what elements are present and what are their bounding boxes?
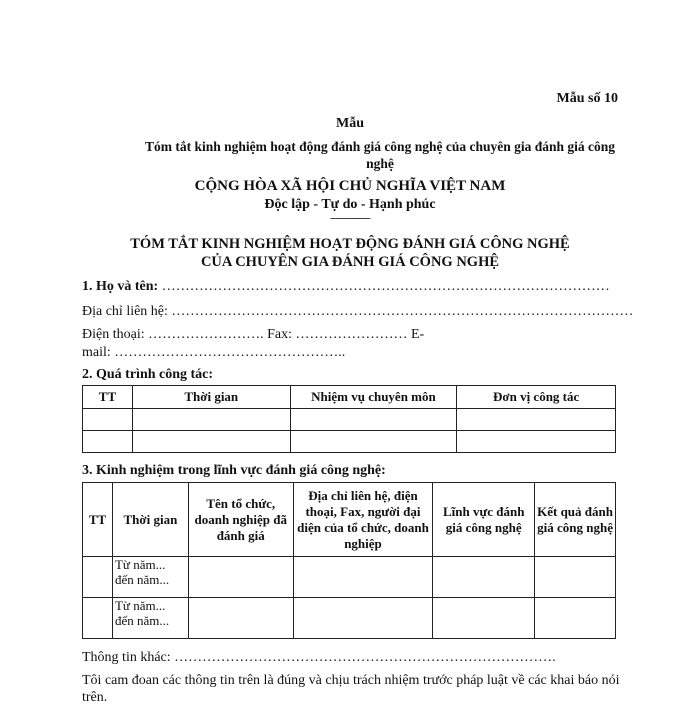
table-cell[interactable]: [132, 409, 290, 431]
column-header: Kết quả đánh giá công nghệ: [535, 483, 616, 557]
column-header: Địa chỉ liên hệ, điện thoại, Fax, người đại diện của tổ chức, doanh nghiệp: [293, 483, 433, 557]
table-cell[interactable]: [83, 557, 113, 598]
table-header-row: [83, 386, 616, 409]
work-history-table: [82, 385, 616, 453]
column-header: Nhiệm vụ chuyên môn: [290, 386, 457, 409]
country-name: CỘNG HÒA XÃ HỘI CHỦ NGHĨA VIỆT NAM: [194, 178, 506, 194]
column-header: Thời gian: [112, 483, 188, 557]
table-cell[interactable]: [535, 598, 616, 639]
table-cell[interactable]: Từ năm... đến năm...: [112, 598, 188, 639]
table-cell[interactable]: Từ năm... đến năm...: [112, 557, 188, 598]
section3-title: 3. Kinh nghiệm trong lĩnh vực đánh giá công nghệ:: [82, 463, 386, 478]
table-cell[interactable]: [293, 598, 433, 639]
column-header: Lĩnh vực đánh giá công nghệ: [433, 483, 535, 557]
column-header: TT: [83, 483, 113, 557]
table-cell[interactable]: [290, 409, 457, 431]
table-cell[interactable]: [188, 557, 293, 598]
national-motto: Độc lập - Tự do - Hạnh phúc: [264, 197, 436, 212]
table-cell[interactable]: [83, 431, 133, 453]
table-cell[interactable]: [535, 557, 616, 598]
column-header: Thời gian: [132, 386, 290, 409]
name-line: [82, 279, 610, 295]
column-header: Đơn vị công tác: [457, 386, 616, 409]
table-cell[interactable]: [457, 409, 616, 431]
assessment-experience-table: [82, 482, 616, 639]
commitment-statement: Tôi cam đoan các thông tin trên là đúng và chịu trách nhiệm trước pháp luật về các khai báo nói trên.: [82, 673, 620, 705]
table-cell[interactable]: [293, 557, 433, 598]
column-header: TT: [83, 386, 133, 409]
table-cell[interactable]: [83, 409, 133, 431]
table-row: [83, 598, 616, 639]
phone-fax-field[interactable]: Điện thoại: ……………………. Fax: …………………… E-: [82, 327, 425, 342]
form-subtitle: Tóm tắt kinh nghiệm hoạt động đánh giá công nghệ của chuyên gia đánh giá công nghệ: [145, 139, 615, 171]
table-row: [83, 557, 616, 598]
table-row: [83, 409, 616, 431]
table-cell[interactable]: [188, 598, 293, 639]
other-info-field[interactable]: Thông tin khác: ……………………………………………………………………….: [82, 650, 556, 665]
motto-rule: ---------------: [330, 212, 370, 224]
table-cell[interactable]: [457, 431, 616, 453]
table-row: [83, 431, 616, 453]
document-title-line2: CỦA CHUYÊN GIA ĐÁNH GIÁ CÔNG NGHỆ: [200, 254, 500, 270]
form-number: Mẫu số 10: [556, 91, 618, 106]
address-field[interactable]: Địa chỉ liên hệ: ………………………………………………………………………………………: [82, 304, 634, 319]
document-title-line1: TÓM TẮT KINH NGHIỆM HOẠT ĐỘNG ĐÁNH GIÁ CÔNG NGHỆ: [130, 236, 570, 252]
table-cell[interactable]: [132, 431, 290, 453]
email-field[interactable]: mail: …………………………………………..: [82, 345, 346, 360]
name-field[interactable]: ……………………………………………………………………………………: [158, 279, 610, 294]
table-cell[interactable]: [290, 431, 457, 453]
table-cell[interactable]: [433, 598, 535, 639]
column-header: Tên tổ chức, doanh nghiệp đã đánh giá: [188, 483, 293, 557]
table-header-row: [83, 483, 616, 557]
table-cell[interactable]: [83, 598, 113, 639]
table-cell[interactable]: [433, 557, 535, 598]
form-label: Mẫu: [336, 116, 364, 131]
section2-title: 2. Quá trình công tác:: [82, 367, 214, 382]
name-label: 1. Họ và tên:: [82, 279, 159, 294]
